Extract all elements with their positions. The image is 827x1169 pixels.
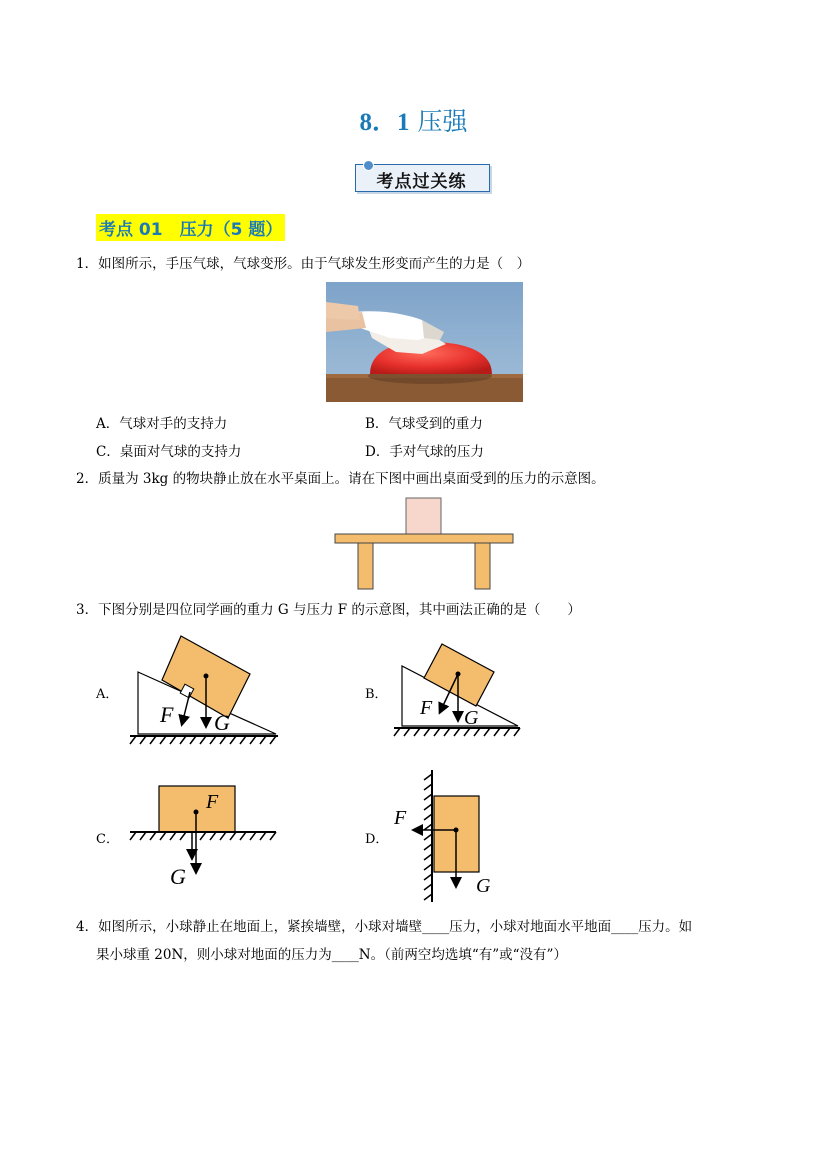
q3-label-d: D． (365, 832, 389, 847)
question-text-line2: 果小球重 20N，则小球对地面的压力为____N。（前两空均选填“有”或“没有”） (96, 947, 567, 963)
question-number: 1． (76, 256, 99, 272)
section-badge (351, 160, 492, 194)
question-4 (76, 917, 692, 937)
block (406, 498, 441, 534)
question-text: 下图分别是四位同学画的重力 G 与压力 F 的示意图，其中画法正确的是（ ） (98, 602, 581, 618)
title-name: 压强 (417, 107, 468, 136)
question-3 (76, 600, 581, 620)
question-1 (76, 254, 530, 274)
table-leg-left (358, 543, 373, 589)
title-number: 8．1 (359, 109, 410, 136)
badge-text: 考点过关练 (376, 172, 467, 192)
q1-option-a: A．气球对手的支持力 (96, 416, 228, 432)
q3-label-c: C． (96, 832, 119, 847)
q1-option-c: C．桌面对气球的支持力 (96, 444, 242, 460)
table-diagram (334, 497, 516, 592)
q3-label-b: B． (365, 687, 388, 702)
question-number: 2． (76, 471, 99, 487)
question-text-line1: 如图所示，小球静止在地面上，紧挨墙壁，小球对墙壁____压力，小球对地面水平地面____压力。如 (98, 919, 693, 935)
diagram-c (126, 784, 278, 890)
question-text: 如图所示，手压气球，气球变形。由于气球发生形变而产生的力是（ ） (98, 256, 531, 272)
question-text: 质量为 3kg 的物块静止放在水平桌面上。请在下图中画出桌面受到的压力的示意图。 (98, 471, 605, 487)
label-g: G (464, 707, 479, 729)
section-heading: 考点 01 压力（5 题） (96, 214, 285, 241)
diagram-d (392, 768, 500, 904)
q3-label-a: A． (96, 687, 119, 702)
balloon-photo (326, 282, 523, 402)
q1-option-d: D．手对气球的压力 (365, 444, 484, 460)
label-g: G (170, 864, 186, 889)
label-f: F (420, 697, 433, 719)
label-g: G (214, 710, 230, 735)
question-2 (76, 469, 605, 489)
question-number: 3． (76, 602, 99, 618)
table-top (335, 534, 513, 543)
label-g: G (476, 875, 491, 897)
diagram-a (126, 634, 282, 750)
q1-option-b: B．气球受到的重力 (365, 416, 483, 432)
label-f: F (160, 702, 174, 727)
question-4-continued (96, 945, 567, 965)
question-number: 4． (76, 919, 99, 935)
label-f: F (394, 807, 407, 829)
table-leg-right (475, 543, 490, 589)
label-f: F (206, 791, 219, 813)
diagram-b (392, 642, 524, 740)
page-title (0, 102, 827, 138)
